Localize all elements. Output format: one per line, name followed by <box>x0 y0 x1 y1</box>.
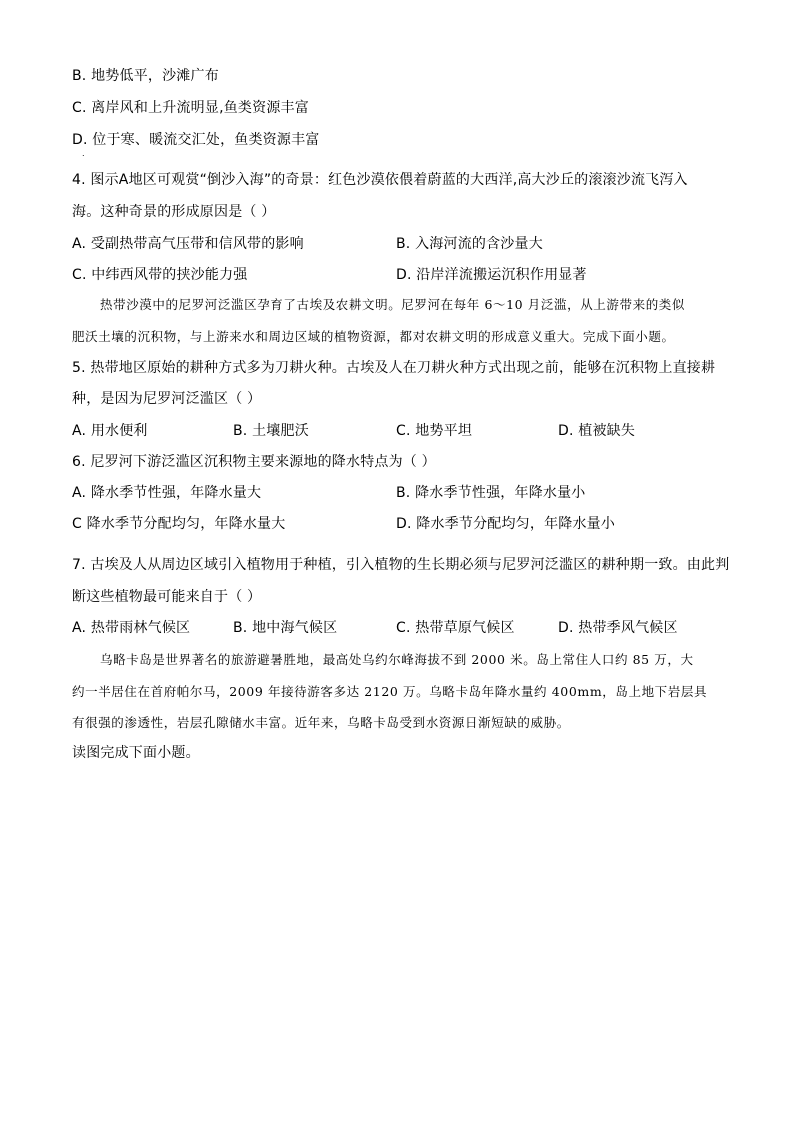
island-material-line1: 乌略卡岛是世界著名的旅游避暑胜地，最高处乌约尔峰海拔不到 2000 米。岛上常住人口约 85 万，大 <box>100 652 694 667</box>
q5-option-a: A. 用水便利 <box>72 423 148 439</box>
island-material-line3: 有很强的渗透性，岩层孔隙储水丰富。近年来，乌略卡岛受到水资源日渐短缺的威胁。 <box>72 715 570 730</box>
q5-stem-line1: 5. 热带地区原始的耕种方式多为刀耕火种。古埃及人在刀耕火种方式出现之前，能够在沉积物上直接耕 <box>72 360 716 376</box>
q7-option-d: D. 热带季风气候区 <box>558 620 678 636</box>
nile-material-line2: 肥沃土壤的沉积物，与上游来水和周边区域的植物资源，都对农耕文明的形成意义重大。完成下面小题。 <box>72 329 675 344</box>
q7-option-a: A. 热带雨林气候区 <box>72 620 191 636</box>
q3-option-b: B. 地势低平，沙滩广布 <box>72 68 219 84</box>
q3-option-d: D. 位于寒、暖流交汇处，鱼类资源丰富 <box>72 132 320 148</box>
q6-stem: 6. 尼罗河下游泛滥区沉积物主要来源地的降水特点为（ ） <box>72 454 436 470</box>
q4-option-c: C. 中纬西风带的挟沙能力强 <box>72 267 248 283</box>
q4-option-a: A. 受副热带高气压带和信风带的影响 <box>72 236 304 252</box>
q4-stem-line2: 海。这种奇景的形成原因是（ ） <box>72 204 276 220</box>
stray-dot: . <box>82 149 85 158</box>
q6-option-a: A. 降水季节性强，年降水量大 <box>72 485 262 501</box>
nile-material-line1: 热带沙漠中的尼罗河泛滥区孕育了古埃及农耕文明。尼罗河在每年 6～10 月泛滥，从上游带来的类似 <box>100 297 686 312</box>
q7-stem-line2: 断这些植物最可能来自于（ ） <box>72 589 262 605</box>
q4-option-d: D. 沿岸洋流搬运沉积作用显著 <box>396 267 587 283</box>
q6-option-b: B. 降水季节性强，年降水量小 <box>396 485 586 501</box>
q4-stem-line1: 4. 图示A地区可观赏“倒沙入海”的奇景：红色沙漠依偎着蔚蓝的大西洋,高大沙丘的滚滚沙流飞泻入 <box>72 172 688 188</box>
q5-stem-line2: 种，是因为尼罗河泛滥区（ ） <box>72 391 262 407</box>
q6-option-c: C 降水季节分配均匀，年降水量大 <box>72 516 286 532</box>
q5-option-d: D. 植被缺失 <box>558 423 636 439</box>
q6-option-d: D. 降水季节分配均匀，年降水量小 <box>396 516 616 532</box>
q7-option-c: C. 热带草原气候区 <box>396 620 515 636</box>
q4-option-b: B. 入海河流的含沙量大 <box>396 236 543 252</box>
q3-option-c: C. 离岸风和上升流明显,鱼类资源丰富 <box>72 100 309 116</box>
q5-option-b: B. 土壤肥沃 <box>233 423 309 439</box>
island-material-line2: 约一半居住在首府帕尔马，2009 年接待游客多达 2120 万。乌略卡岛年降水量约 400mm，岛上地下岩层具 <box>72 684 708 699</box>
read-figure-instruction: 读图完成下面小题。 <box>72 745 200 761</box>
q5-option-c: C. 地势平坦 <box>396 423 473 439</box>
q7-option-b: B. 地中海气候区 <box>233 620 338 636</box>
q7-stem-line1: 7. 古埃及人从周边区域引入植物用于种植，引入植物的生长期必须与尼罗河泛滥区的耕种期一致。由此判 <box>72 557 730 573</box>
